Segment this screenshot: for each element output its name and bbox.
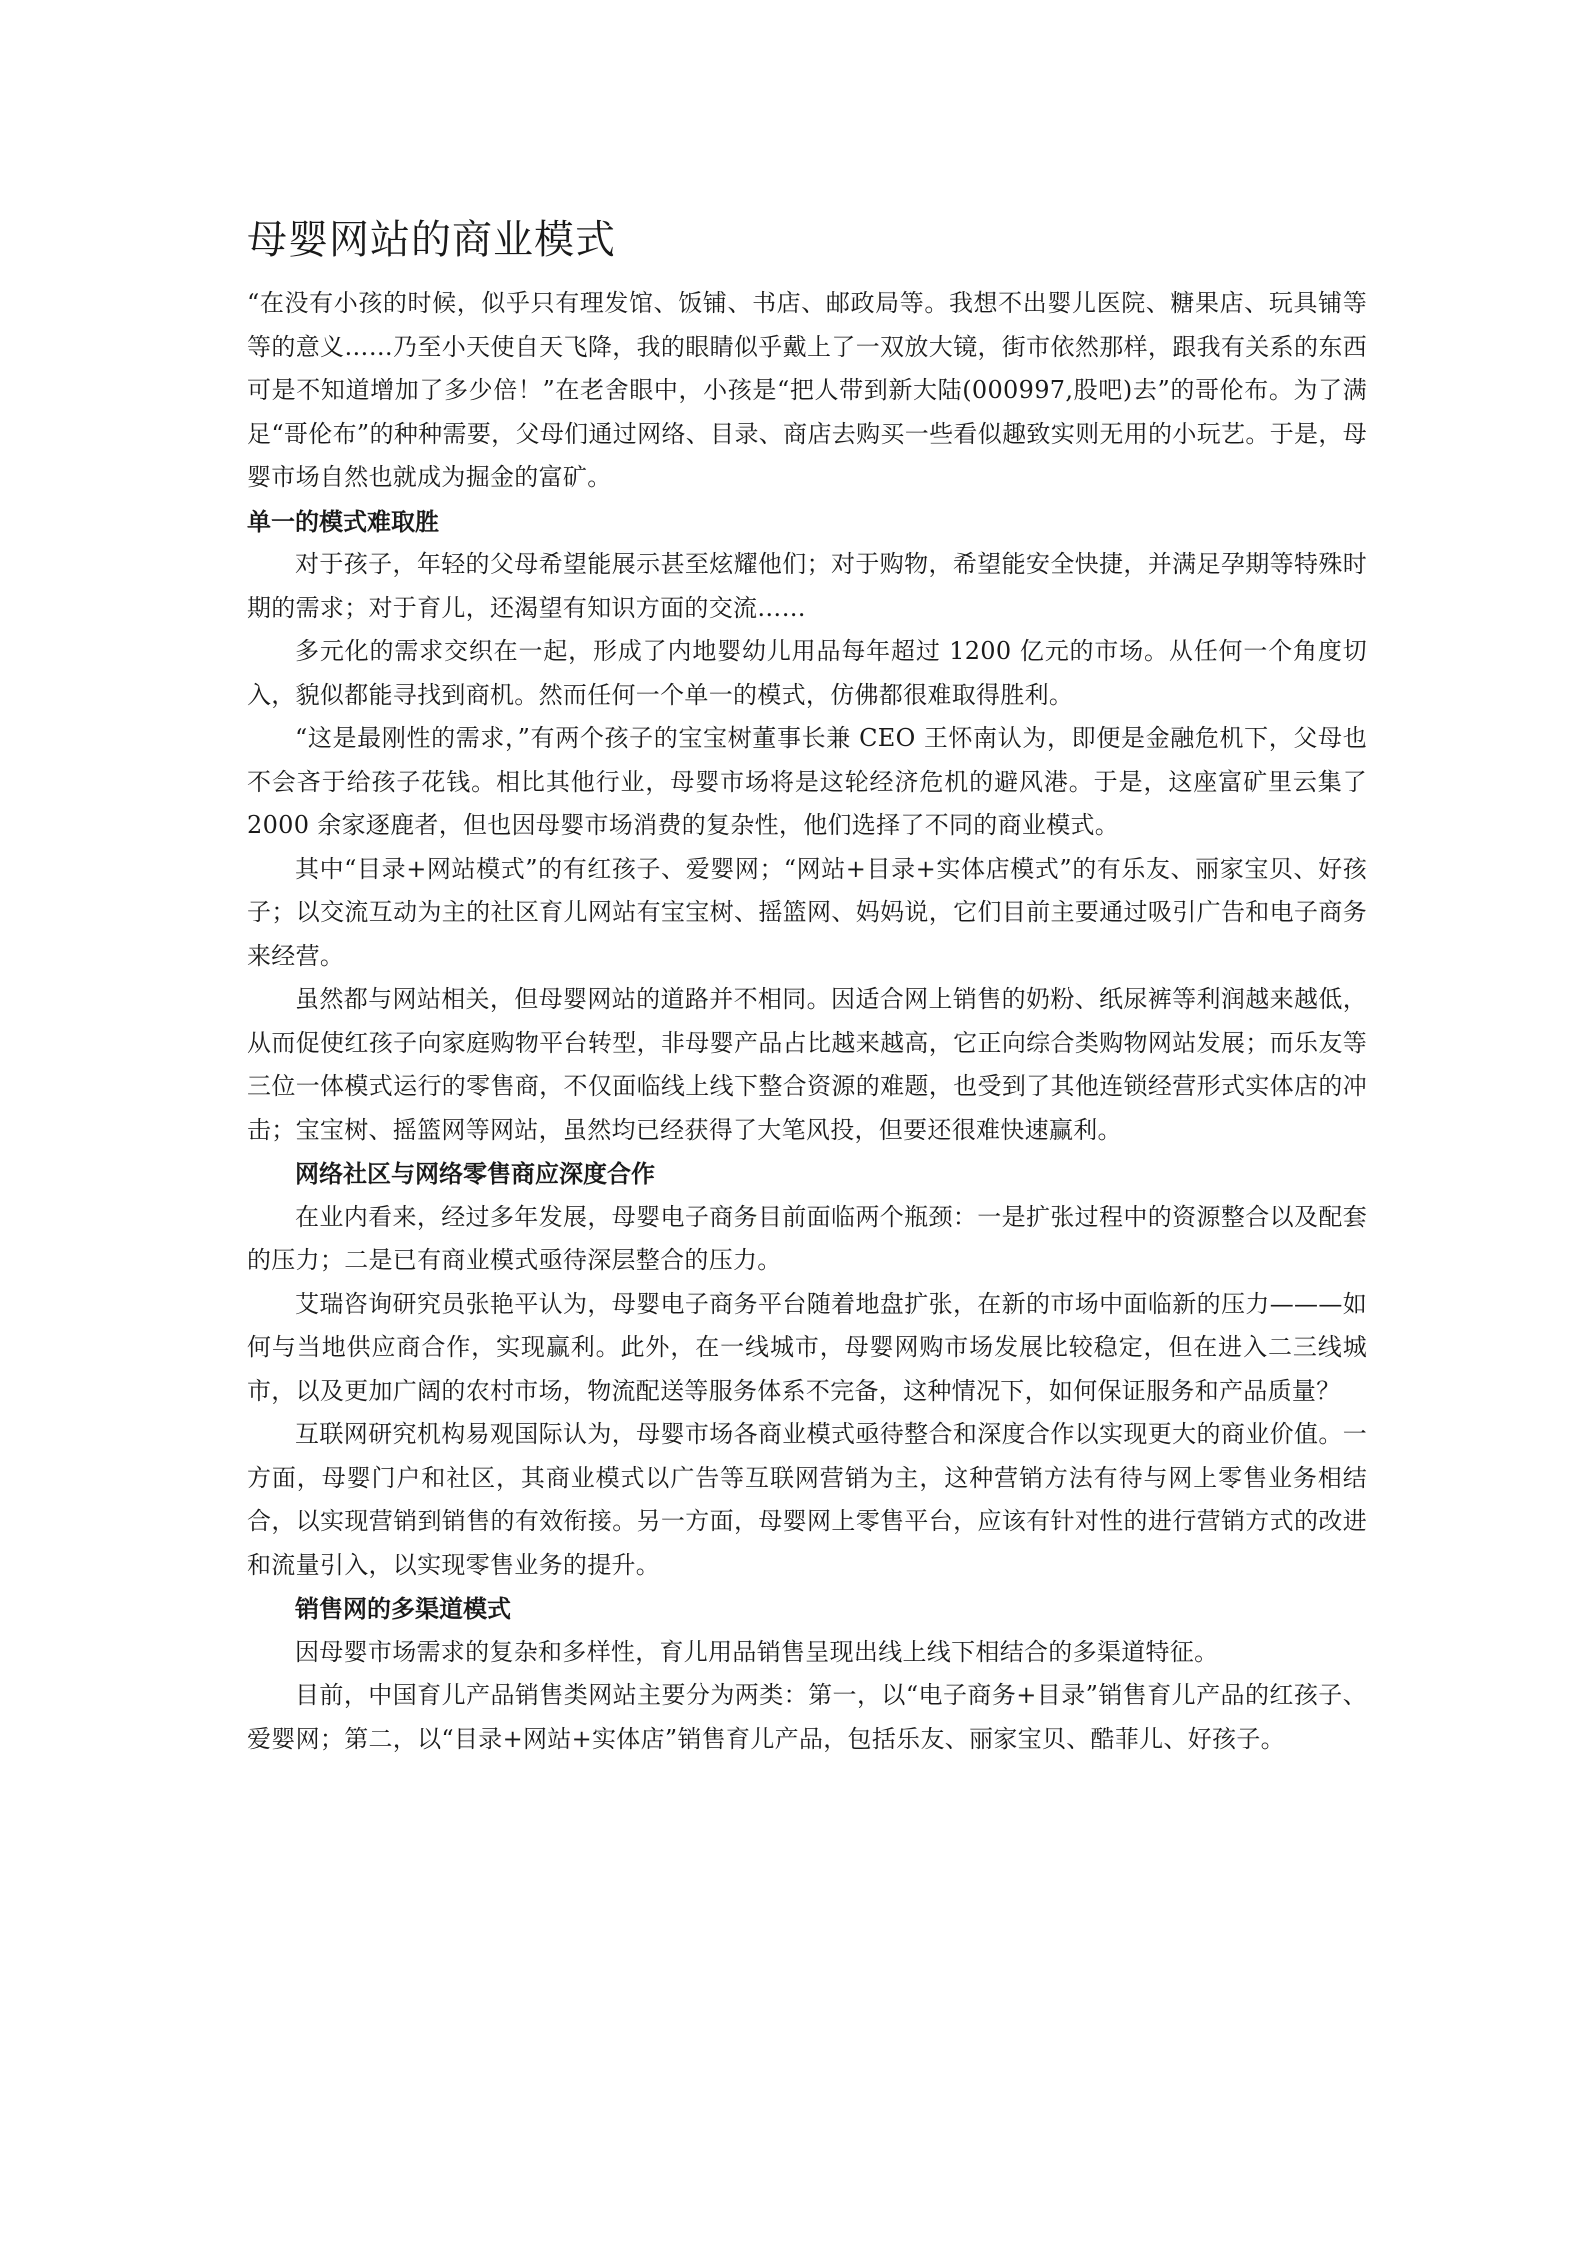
- paragraph: 艾瑞咨询研究员张艳平认为，母婴电子商务平台随着地盘扩张，在新的市场中面临新的压力———如何与当地供应商合作，实现赢利。此外，在一线城市，母婴网购市场发展比较稳定，但在进入二三线城市，以及更加广阔的农村市场，物流配送等服务体系不完备，这种情况下，如何保证服务和产品质量？: [247, 1289, 1367, 1405]
- paragraph: 其中“目录+网站模式”的有红孩子、爱婴网；“网站+目录+实体店模式”的有乐友、丽家宝贝、好孩子；以交流互动为主的社区育儿网站有宝宝树、摇篮网、妈妈说，它们目前主要通过吸引广告和电子商务来经营。: [247, 854, 1367, 970]
- intro-paragraph: “在没有小孩的时候，似乎只有理发馆、饭铺、书店、邮政局等。我想不出婴儿医院、糖果店、玩具铺等等的意义……乃至小天使自天飞降，我的眼睛似乎戴上了一双放大镜，街市依然那样，跟我有关系的东西可是不知道增加了多少倍！”在老舍眼中，小孩是“把人带到新大陆(000997,股吧)去”的哥伦布。为了满足“哥伦布”的种种需要，父母们通过网络、目录、商店去购买一些看似趣致实则无用的小玩艺。于是，母婴市场自然也就成为掘金的富矿。: [247, 289, 1367, 491]
- paragraph: 对于孩子，年轻的父母希望能展示甚至炫耀他们；对于购物，希望能安全快捷，并满足孕期等特殊时期的需求；对于育儿，还渴望有知识方面的交流……: [247, 550, 1367, 622]
- section-heading-community-retail: 网络社区与网络零售商应深度合作: [295, 1159, 655, 1188]
- paragraph: 目前，中国育儿产品销售类网站主要分为两类：第一，以“电子商务+目录”销售育儿产品的红孩子、爱婴网；第二，以“目录+网站+实体店”销售育儿产品，包括乐友、丽家宝贝、酷菲儿、好孩子。: [247, 1681, 1367, 1753]
- page-title: 母婴网站的商业模式: [247, 217, 616, 263]
- paragraph: 在业内看来，经过多年发展，母婴电子商务目前面临两个瓶颈：一是扩张过程中的资源整合以及配套的压力；二是已有商业模式亟待深层整合的压力。: [247, 1202, 1367, 1274]
- paragraph: “这是最刚性的需求，”有两个孩子的宝宝树董事长兼 CEO 王怀南认为，即便是金融危机下，父母也不会吝于给孩子花钱。相比其他行业，母婴市场将是这轮经济危机的避风港。于是，这座富矿里云集了 2000 余家逐鹿者，但也因母婴市场消费的复杂性，他们选择了不同的商业模式。: [247, 724, 1367, 839]
- paragraph: 虽然都与网站相关，但母婴网站的道路并不相同。因适合网上销售的奶粉、纸尿裤等利润越来越低，从而促使红孩子向家庭购物平台转型，非母婴产品占比越来越高，它正向综合类购物网站发展；而乐友等三位一体模式运行的零售商，不仅面临线上线下整合资源的难题，也受到了其他连锁经营形式实体店的冲击；宝宝树、摇篮网等网站，虽然均已经获得了大笔风投，但要还很难快速赢利。: [247, 985, 1367, 1144]
- section-heading-single-model: 单一的模式难取胜: [247, 506, 439, 536]
- paragraph: 因母婴市场需求的复杂和多样性，育儿用品销售呈现出线上线下相结合的多渠道特征。: [295, 1637, 1219, 1666]
- paragraph: 多元化的需求交织在一起，形成了内地婴幼儿用品每年超过 1200 亿元的市场。从任何一个角度切入，貌似都能寻找到商机。然而任何一个单一的模式，仿佛都很难取得胜利。: [247, 637, 1367, 709]
- section-heading-multichannel: 销售网的多渠道模式: [295, 1594, 511, 1623]
- document-page: [247, 212, 1367, 1761]
- paragraph: 互联网研究机构易观国际认为，母婴市场各商业模式亟待整合和深度合作以实现更大的商业价值。一方面，母婴门户和社区，其商业模式以广告等互联网营销为主，这种营销方法有待与网上零售业务相结合，以实现营销到销售的有效衔接。另一方面，母婴网上零售平台，应该有针对性的进行营销方式的改进和流量引入，以实现零售业务的提升。: [247, 1420, 1367, 1579]
